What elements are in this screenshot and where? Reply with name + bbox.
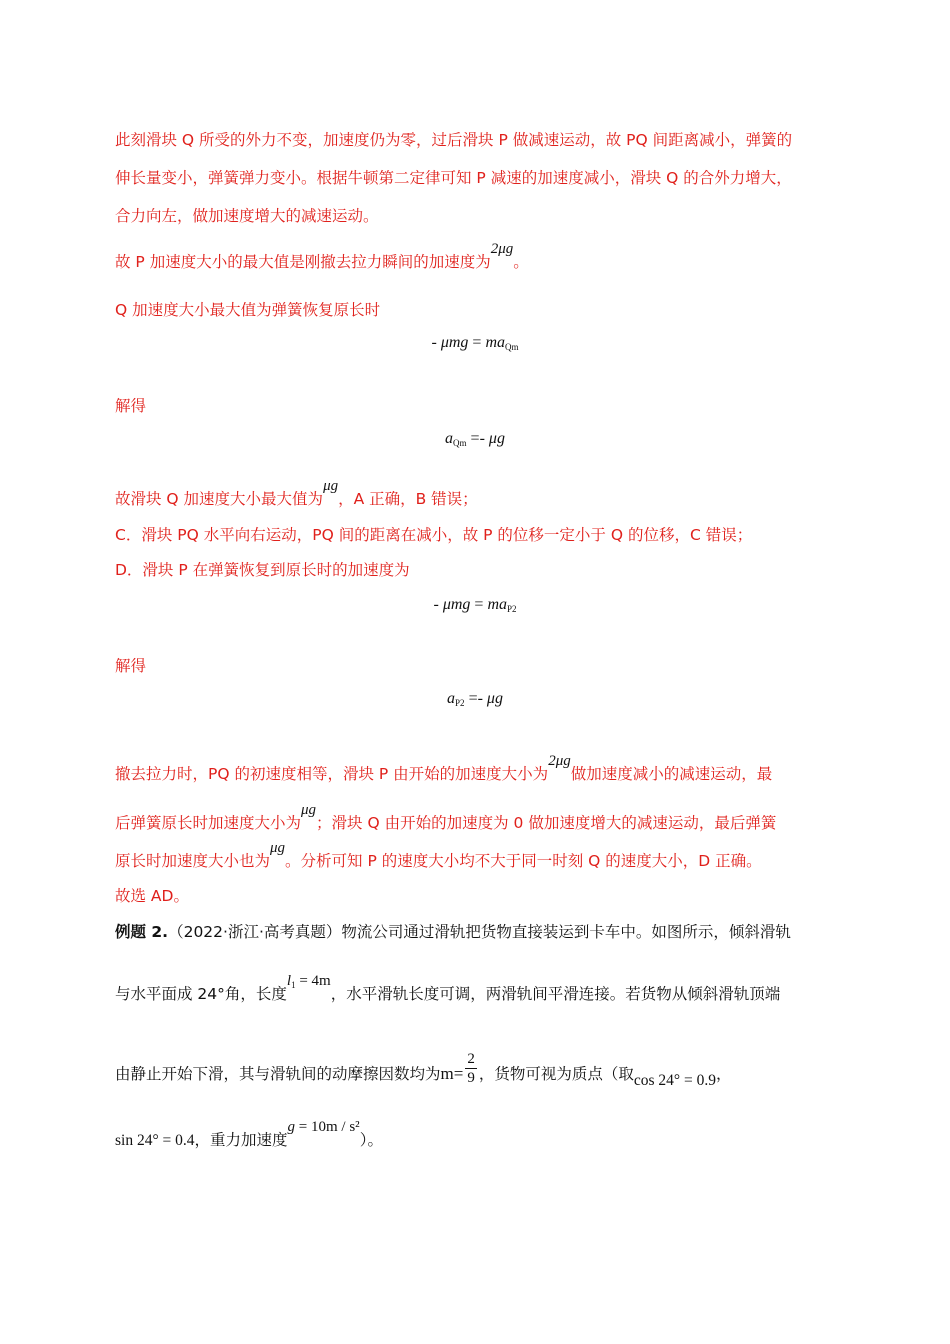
- example-heading-line: 例题 2.（2022·浙江·高考真题）物流公司通过滑轨把货物直接装运到卡车中。如图所示，倾斜滑轨: [115, 923, 791, 941]
- text-line: 故选 AD。: [115, 887, 189, 905]
- text-line: sin 24° = 0.4，重力加速度g = 10m / s²）。: [115, 1119, 383, 1149]
- text-line: Q 加速度大小最大值为弹簧恢复原长时: [115, 301, 381, 319]
- text-line: D．滑块 P 在弹簧恢复到原长时的加速度为: [115, 561, 410, 579]
- text-line: [115, 241, 529, 272]
- text-line: 此刻滑块 Q 所受的外力不变，加速度仍为零，过后滑块 P 做减速运动，故 PQ 间距离减小，弹簧的: [115, 131, 793, 149]
- text-line: 解得: [115, 397, 147, 415]
- equation-aqm: $a_{Qm} =- \mu g$: [445, 430, 505, 448]
- text-line: 后弹簧原长时加速度大小为μg；滑块 Q 由开始的加速度为 0 做加速度增大的减速运动，最后弹簧: [115, 802, 777, 832]
- text-line: 撤去拉力时，PQ 的初速度相等，滑块 P 由开始的加速度大小为2μg做加速度减小的减速运动，最: [115, 753, 773, 783]
- equation-qm: - $\mu mg = ma_{Qm}$: [431, 334, 519, 352]
- text-line: 故滑块 Q 加速度大小最大值为μg，A 正确，B 错误；: [115, 478, 478, 508]
- formula-g: g = 10m / s²: [287, 1119, 360, 1135]
- formula-l1: $l_1 = 4m$: [286, 973, 331, 990]
- text-fragment: 故 P 加速度大小的最大值是刚撤去拉力瞬间的加速度为: [115, 253, 491, 271]
- text-line: 原长时加速度大小也为μg。分析可知 P 的速度大小均不大于同一时刻 Q 的速度大小，D 正确。: [115, 840, 762, 870]
- text-line: 合力向左，做加速度增大的减速运动。: [115, 207, 379, 225]
- formula-mug: μg: [301, 802, 317, 818]
- formula-cos: cos 24° = 0.9: [633, 1072, 716, 1089]
- formula-mu: m=: [440, 1064, 464, 1083]
- example-label: 例题 2.: [115, 923, 169, 941]
- equation-ap2: $a_{P2} =- \mu g$: [447, 690, 503, 708]
- text-line: C．滑块 PQ 水平向右运动，PQ 间的距离在减小，故 P 的位移一定小于 Q 的位移，C 错误；: [115, 526, 753, 544]
- formula-2mug: 2μg: [548, 753, 571, 769]
- text-line: 由静止开始下滑，其与滑轨间的动摩擦因数均为m= $\frac{2}{9}$ ，货物可视为质点（取cos 24° = 0.9，: [115, 1051, 732, 1089]
- text-line: 解得: [115, 657, 147, 675]
- fraction-2-9: $\frac{2}{9}$: [467, 1051, 475, 1086]
- text-line: 与水平面成 24°角，长度$l_1 = 4m$，水平滑轨长度可调，两滑轨间平滑连接。若货物从倾斜滑轨顶端: [115, 973, 781, 1003]
- text-fragment: 。: [513, 253, 529, 271]
- equation-p2: - $\mu mg = ma_{P2}$: [433, 596, 517, 614]
- formula-2mug: 2μg: [490, 241, 514, 257]
- formula-sin: sin 24° = 0.4: [115, 1132, 195, 1149]
- formula-mug: μg: [270, 840, 286, 856]
- formula-mug: μg: [323, 478, 339, 494]
- text-line: 伸长量变小，弹簧弹力变小。根据牛顿第二定律可知 P 减速的加速度减小，滑块 Q 的合外力增大，: [115, 169, 792, 187]
